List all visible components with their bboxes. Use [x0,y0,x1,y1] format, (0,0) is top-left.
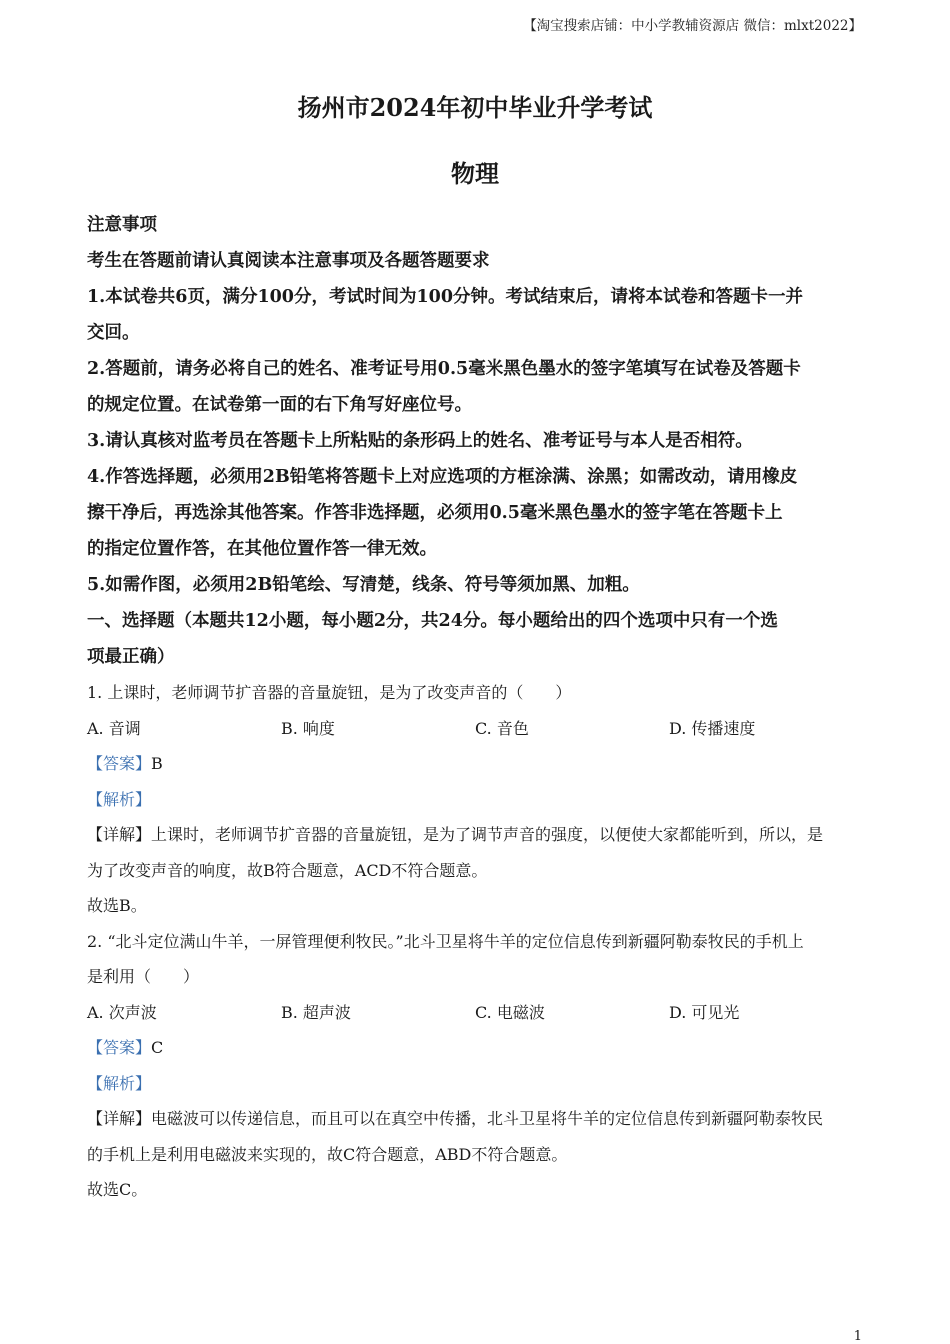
notice-line: 4.作答选择题，必须用2B铅笔将答题卡上对应选项的方框涂满、涂黑；如需改动，请用橡皮 [87,467,798,487]
analysis-tag: 【解析】 [87,1073,152,1093]
detail-text: 上课时，老师调节扩音器的音量旋钮，是为了调节声音的强度，以便使大家都能听到，所以，是 [151,825,824,844]
section-heading: 一、选择题（本题共12小题，每小题2分，共24分。每小题给出的四个选项中只有一个选 [87,611,778,631]
notice-line: 3.请认真核对监考员在答题卡上所粘贴的条形码上的姓名、准考证号与本人是否相符。 [87,431,753,451]
option-a: A. 次声波 [87,1002,157,1022]
answer-tag: 【答案】 [87,754,152,773]
notice-line: 1.本试卷共6页，满分100分，考试时间为100分钟。考试结束后，请将本试卷和答题卡一并 [87,287,804,307]
notice-line: 的规定位置。在试卷第一面的右下角写好座位号。 [87,395,472,415]
option-b: B. 超声波 [281,1002,351,1022]
conclusion: 故选C。 [87,1180,148,1199]
notice-line: 的指定位置作答，在其他位置作答一律无效。 [87,539,437,559]
option-c: C. 音色 [475,718,529,738]
option-a: A. 音调 [87,718,141,738]
detail-text: 为了改变声音的响度，故B符合题意，ACD不符合题意。 [87,860,488,880]
notice-line: 交回。 [87,323,140,343]
answer-line [87,1030,863,1066]
answer-line [87,746,863,782]
section-heading: 项最正确） [87,647,175,667]
detail-text: 的手机上是利用电磁波来实现的，故C符合题意，ABD不符合题意。 [87,1144,568,1164]
page-number: 1 [853,1329,862,1344]
question-options [87,995,863,1031]
question-2 [87,924,863,1208]
option-d: D. 可见光 [669,1002,740,1022]
subject-title: 物理 [451,159,499,188]
notice-line: 考生在答题前请认真阅读本注意事项及各题答题要求 [87,251,490,271]
notice-line: 5.如需作图，必须用2B铅笔绘、写清楚，线条、符号等须加黑、加粗。 [87,575,640,595]
question-1 [87,675,863,924]
question-stem: 是利用（ ） [87,967,200,986]
conclusion: 故选B。 [87,896,147,915]
detail-line [87,1101,863,1137]
option-d: D. 传播速度 [669,718,756,738]
option-c: C. 电磁波 [475,1002,545,1022]
notice-line: 2.答题前，请务必将自己的姓名、准考证号用0.5毫米黑色墨水的签字笔填写在试卷及答题卡 [87,359,801,379]
content [87,207,863,1208]
detail-tag: 【详解】 [87,1109,152,1128]
question-options [87,711,863,747]
notice-heading: 注意事项 [87,215,157,235]
detail-line [87,817,863,853]
option-b: B. 响度 [281,718,335,738]
question-stem: 1. 上课时，老师调节扩音器的音量旋钮，是为了改变声音的（ ） [87,683,572,702]
notice-line: 擦干净后，再选涂其他答案。作答非选择题，必须用0.5毫米黑色墨水的签字笔在答题卡上 [87,503,783,523]
detail-tag: 【详解】 [87,825,152,844]
answer-value: B [151,754,163,773]
analysis-tag: 【解析】 [87,789,152,809]
header-note: 【淘宝搜索店铺：中小学教辅资源店 微信：mlxt2022】 [523,18,862,34]
answer-value: C [151,1038,164,1057]
answer-tag: 【答案】 [87,1038,152,1057]
detail-text: 电磁波可以传递信息，而且可以在真空中传播，北斗卫星将牛羊的定位信息传到新疆阿勒泰牧民 [151,1109,824,1128]
question-stem: 2. “北斗定位满山牛羊，一屏管理便利牧民。”北斗卫星将牛羊的定位信息传到新疆阿勒泰牧民的手机上 [87,931,804,951]
exam-title: 扬州市2024年初中毕业升学考试 [297,93,653,122]
